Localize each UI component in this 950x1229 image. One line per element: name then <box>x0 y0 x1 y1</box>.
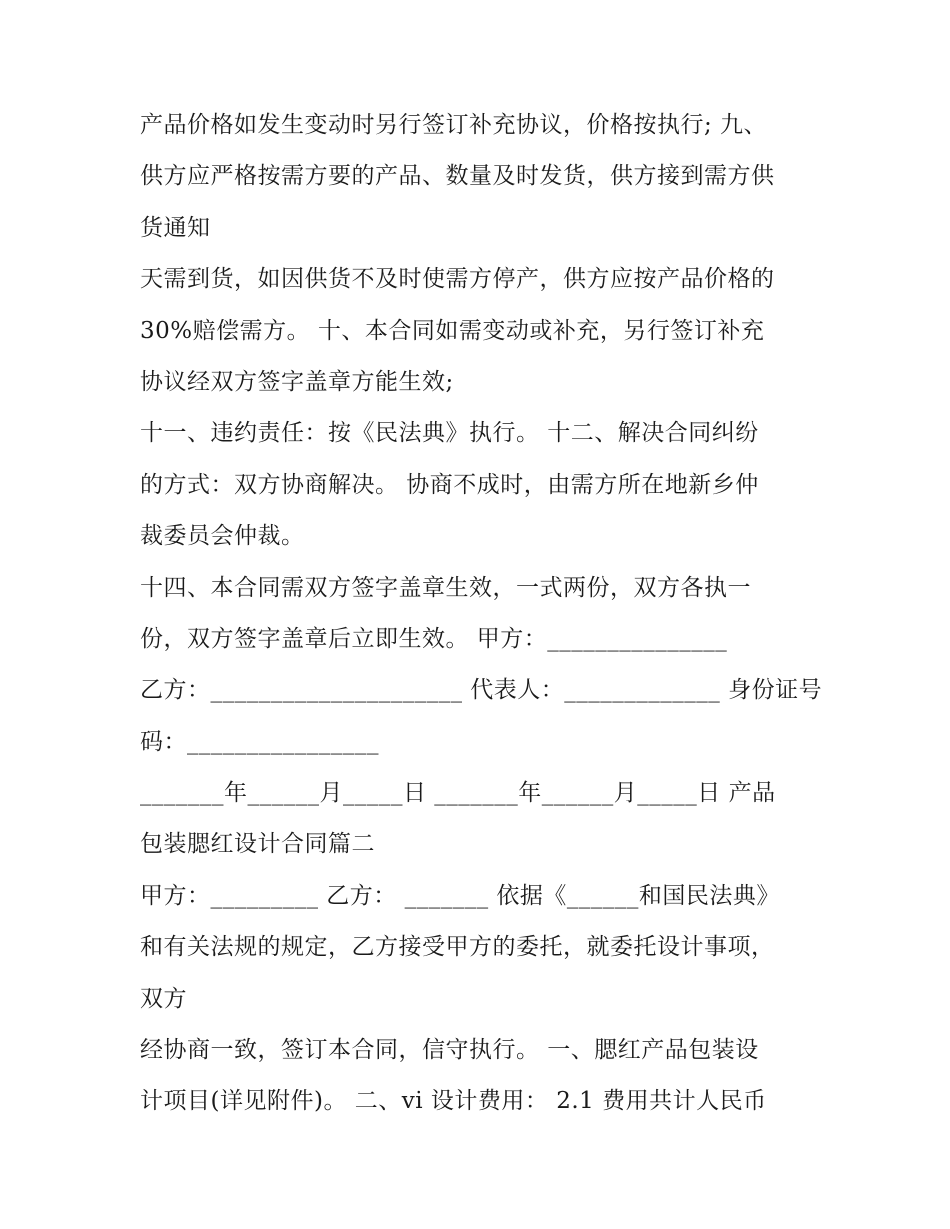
text-line: 经协商一致，签订本合同，信守执行。 一、腮红产品包装设 <box>140 1037 759 1064</box>
text-line: _______年______月_____日 _______年______月_____日 产品 <box>140 780 776 807</box>
text-line: 的方式：双方协商解决。 协商不成时，由需方所在地新乡仲 <box>140 471 759 498</box>
text-line: 裁委员会仲裁。 <box>140 523 305 550</box>
text-line: 计项目(详见附件)。 二、vi 设计费用： 2.1 费用共计人民币 <box>140 1088 767 1115</box>
text-line: 协议经双方签字盖章方能生效; <box>140 368 454 395</box>
text-line: 甲方：_________ 乙方： _______ 依据《______和国民法典》 <box>140 882 780 909</box>
text-line: 天需到货，如因供货不及时使需方停产，供方应按产品价格的 <box>140 266 775 293</box>
section-title: 包装腮红设计合同篇二 <box>140 831 375 858</box>
text-line: 双方 <box>140 985 187 1012</box>
text-line: 产品价格如发生变动时另行签订补充协议，价格按执行; 九、 <box>140 112 768 138</box>
text-line: 和有关法规的规定，乙方接受甲方的委托，就委托设计事项， <box>140 934 775 961</box>
text-line: 30%赔偿需方。 十、本合同如需变动或补充，另行签订补充 <box>140 317 765 344</box>
text-line: 货通知 <box>140 214 211 241</box>
text-line: 十四、本合同需双方签字盖章生效，一式两份，双方各执一 <box>140 574 751 601</box>
text-line: 供方应严格按需方要的产品、数量及时发货，供方接到需方供 <box>140 163 775 190</box>
text-line: 十一、违约责任：按《民法典》执行。 十二、解决合同纠纷 <box>140 420 759 447</box>
text-line: 份，双方签字盖章后立即生效。 甲方：_______________ <box>140 625 728 652</box>
text-line: 乙方：_____________________ 代表人：_____________ 身份证号 <box>140 677 823 704</box>
document-body <box>140 100 830 1128</box>
text-line: 码：________________ <box>140 728 379 755</box>
